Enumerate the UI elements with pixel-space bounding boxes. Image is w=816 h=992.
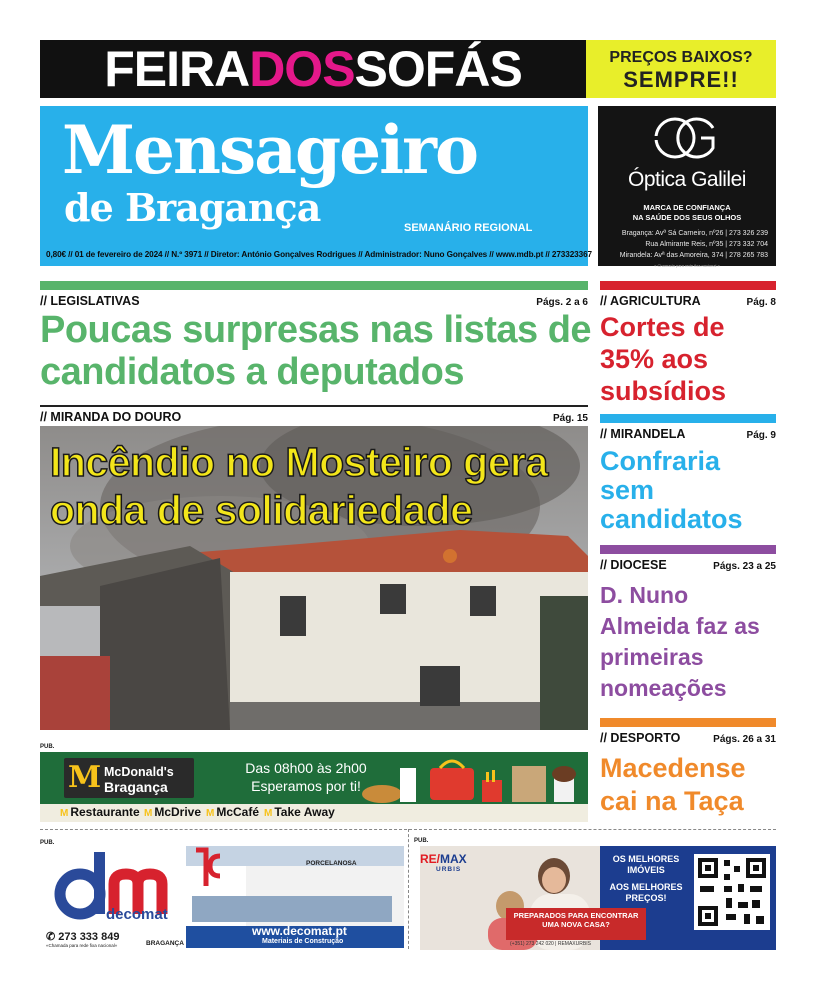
food-products-icon [340,754,588,804]
service-mcdrive-label: McDrive [154,805,202,819]
optica-logo-icon [651,114,723,162]
desporto-headline[interactable]: Macedense cai na Taça [600,753,746,816]
optica-slogan-2: NA SAÚDE DOS SEUS OLHOS [632,213,742,222]
legislativas-page-ref: Págs. 2 a 6 [536,297,588,308]
pub-label: PUB. [414,838,429,844]
mcdonalds-hours: Das 08h00 às 2h00 [245,760,367,776]
mcdonalds-mark-icon: M [144,808,153,819]
mcdonalds-mark-icon: M [60,808,69,819]
mcdonalds-name: McDonald's [104,765,174,779]
qr-code-graphic [694,854,770,930]
mcdonalds-mark-icon: M [264,808,273,819]
banner-slogan-1: PREÇOS BAIXOS? [609,49,753,66]
phone-icon: ✆ [46,931,59,943]
service-restaurante [60,805,140,819]
banner-brand [40,40,586,98]
mcdonalds-tagline: Esperamos por ti! [251,778,361,794]
banner-word-3: SOFÁS [354,41,522,97]
qr-code-icon[interactable] [694,854,770,930]
optica-name: Óptica Galilei [628,168,746,191]
optica-address-1: Bragança: Avª Sá Carneiro, nº26 | 273 326 239 [621,230,768,237]
optica-address-3: Mirandela: Avª das Amoreira, 374 | 278 265 783 [619,252,768,259]
fire-headline-text: Incêndio no Mosteiro gera onda de solidariedade [50,439,548,533]
miranda-page-ref: Pág. 15 [552,413,588,424]
decomat-tagline: Materiais de Construção [262,938,344,945]
decomat-phone [46,930,119,943]
monastery-fire-photo[interactable] [40,426,588,730]
service-takeaway-label: Take Away [274,805,335,819]
decomat-ad[interactable] [40,846,410,950]
top-banner-ad[interactable] [40,40,776,98]
remax-logo-red: RE/ [420,852,441,866]
service-mccafe [206,805,259,819]
service-mcdrive [144,805,201,819]
decomat-store-photo [186,846,404,948]
legislativas-section-label: // LEGISLATIVAS [40,294,140,308]
agricultura-color-bar [600,281,776,290]
mirandela-headline[interactable]: Confraria sem candidatos [600,446,743,534]
desporto-page-ref: Págs. 26 a 31 [713,734,776,745]
banner-word-1: FEIRA [104,41,250,97]
banner-slogan-box [586,40,776,98]
newspaper-tagline: SEMANÁRIO REGIONAL [404,222,533,234]
remax-red-text: PREPARADOS PARA ENCONTRAR UMA NOVA CASA? [513,911,639,929]
banner-slogan-2: SEMPRE!! [623,67,739,92]
remax-logo-blue: MAX [440,852,467,866]
remax-line-1: OS MELHORES IMÓVEIS [612,854,680,875]
decomat-phone-number: 273 333 849 [58,931,120,943]
banner-word-2: DOS [249,41,355,97]
diocese-headline[interactable]: D. Nuno Almeida faz as primeiras nomeações [600,582,760,701]
legislativas-headline[interactable]: Poucas surpresas nas listas de candidatos a deputados [40,309,592,393]
newspaper-subtitle: de Bragança [64,185,321,230]
decomat-city: BRAGANÇA [146,940,184,947]
service-takeaway [264,805,335,819]
remax-line-2: AOS MELHORES PREÇOS! [609,882,683,903]
optica-slogan-1: MARCA DE CONFIANÇA [643,203,731,212]
legislativas-color-bar [40,281,588,290]
decomat-name: decomat [106,906,168,923]
miranda-section-label: // MIRANDA DO DOURO [40,410,182,424]
agricultura-page-ref: Pág. 8 [746,297,776,308]
remax-logo [420,852,467,866]
remax-red-box [506,908,646,940]
optica-address-2: Rua Almirante Reis, nº35 | 273 332 704 [645,241,768,248]
agricultura-headline[interactable]: Cortes de 35% aos subsídios [600,312,727,406]
issue-info: 0,80€ // 01 de fevereiro de 2024 // N.º 3971 // Diretor: António Gonçalves Rodrigues // Administrador: Nuno Gonçalves // www.mdb.pt // 273323367 [46,250,592,259]
mcdonalds-logo-icon: M [68,760,102,795]
mirandela-page-ref: Pág. 9 [746,430,776,441]
pub-label: PUB. [40,744,55,750]
agricultura-section-label: // AGRICULTURA [600,294,701,308]
service-restaurante-label: Restaurante [70,805,140,819]
remax-sub: URBIS [436,866,462,873]
mcdonalds-ad[interactable] [40,752,588,822]
newspaper-title: Mensageiro [62,111,477,189]
desporto-section-label: // DESPORTO [600,731,681,745]
diocese-section-label: // DIOCESE [600,558,667,572]
diocese-color-bar [600,545,776,554]
mirandela-section-label: // MIRANDELA [600,427,686,441]
desporto-color-bar [600,718,776,727]
miranda-rule [40,405,588,407]
service-mccafe-label: McCafé [216,805,260,819]
diocese-page-ref: Págs. 23 a 25 [713,561,776,572]
mcdonalds-mark-icon: M [206,808,215,819]
mirandela-color-bar [600,414,776,423]
decomat-website[interactable]: www.decomat.pt [252,924,347,938]
mcdonalds-logo-box [64,758,194,798]
optica-galilei-ad[interactable] [598,106,776,266]
remax-ad[interactable] [420,846,776,950]
store-sign: PORCELANOSA [306,860,357,867]
fire-headline [50,438,580,534]
optica-note: « Chamada para rede fixa nacional » [654,263,720,268]
masthead [40,106,592,266]
decomat-note: «Chamada para rede fixa nacional» [46,943,118,948]
pub-label: PUB. [40,840,55,846]
mcdonalds-city: Bragança [104,779,168,795]
remax-contact: (+351) 273 242 020 | REMAXURBIS [510,941,591,947]
